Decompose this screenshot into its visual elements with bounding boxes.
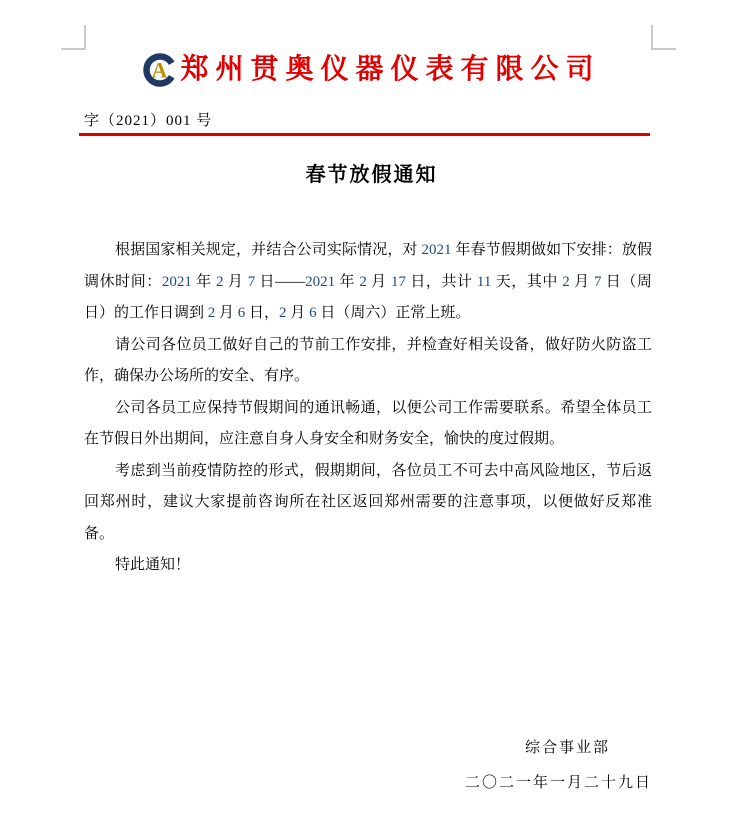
header-divider-line (79, 133, 650, 136)
inline-number: 7 (593, 273, 602, 290)
inline-number: 6 (237, 305, 246, 321)
inline-number: 6 (309, 305, 317, 321)
margin-crop-mark-top-left-vertical (84, 25, 86, 49)
inline-number: 2 (562, 273, 570, 290)
body-paragraph: 公司各员工应保持节假期间的通讯畅通，以便公司工作需要联系。希望全体员工在节假日外出期间，应注意自身人身安全和财务安全，愉快的度过假期。 (84, 399, 652, 447)
body-paragraph: 特此通知！ (115, 557, 191, 573)
signature-department: 综合事业部 (524, 740, 610, 756)
company-logo-icon (142, 52, 178, 88)
margin-crop-mark-top-right-vertical (651, 25, 653, 49)
inline-number: 17 (391, 273, 407, 290)
notice-title: 春节放假通知 (305, 164, 438, 186)
inline-number: 2021 (305, 273, 336, 290)
logo-letter: A (152, 57, 168, 83)
inline-number: 2021 (421, 242, 452, 258)
inline-number: 11 (476, 273, 492, 290)
inline-number: 2 (279, 305, 287, 321)
letterhead (0, 52, 743, 88)
inline-number: 2 (216, 273, 224, 290)
margin-crop-mark-top-left-horizontal (61, 48, 86, 50)
body-paragraph: 根据国家相关规定，并结合公司实际情况，对 2021 年春节假期做如下安排：放假调休时间：2021 年 2 月 7 日——2021 年 2 月 17 日，共计 11 天，其中 2 月 7 日（周日）的工作日调到 2 月 6 日，2 月 6 日（周六）正常上班。 (84, 242, 652, 321)
notice-body (84, 235, 652, 582)
inline-number: 2 (359, 273, 367, 290)
body-paragraph: 请公司各位员工做好自己的节前工作安排，并检查好相关设备，做好防火防盗工作，确保办公场所的安全、有序。 (84, 336, 652, 384)
inline-number: 2021 (161, 273, 192, 290)
inline-number: 2 (207, 305, 216, 321)
company-name: 郑州贯奥仪器仪表有限公司 (180, 54, 601, 85)
body-paragraph: 考虑到当前疫情防控的形式，假期期间，各位员工不可去中高风险地区，节后返回郑州时，建议大家提前咨询所在社区返回郑州需要的注意事项，以便做好反郑准备。 (84, 462, 652, 542)
document-number: 字（2021）001 号 (84, 113, 213, 129)
inline-number: 7 (247, 273, 256, 290)
margin-crop-mark-top-right-horizontal (651, 48, 676, 50)
signature-date: 二〇二一年一月二十九日 (464, 775, 652, 791)
signature-block (84, 738, 652, 794)
